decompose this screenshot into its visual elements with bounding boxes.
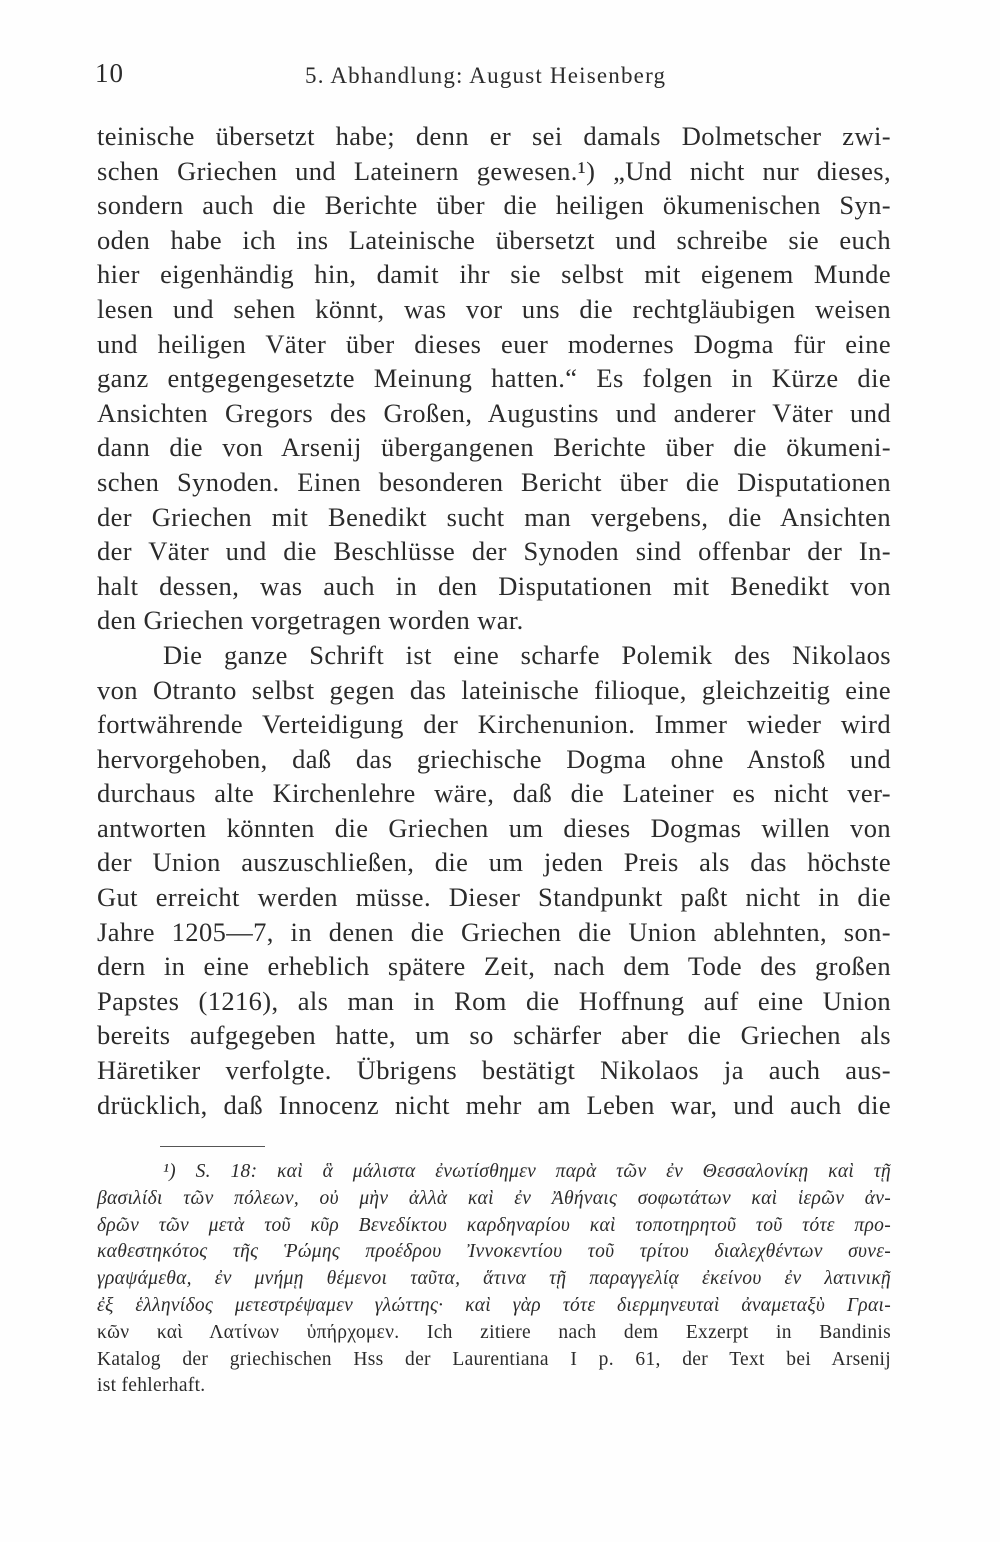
body-line: Ansichten Gregors des Großen, Augustins und anderer Väter und (97, 397, 891, 428)
body-line: und heiligen Väter über dieses euer modernes Dogma für eine (97, 328, 891, 359)
body-text (97, 119, 891, 1122)
body-line: oden habe ich ins Lateinische übersetzt und schreibe sie euch (97, 224, 891, 255)
body-line: sondern auch die Berichte über die heiligen ökumenischen Syn- (97, 190, 891, 221)
body-line: von Otranto selbst gegen das lateinische filioque, gleichzeitig eine (97, 674, 891, 705)
footnotes (97, 1159, 891, 1400)
body-line: der Griechen mit Benedikt sucht man vergebens, die Ansichten (97, 501, 891, 532)
footnote-line: ἐξ ἑλληνίδος μετεστρέψαμεν γλώττης· καὶ γὰρ τότε διερμηνευταὶ ἀναμεταξὺ Γραι- (97, 1294, 891, 1316)
body-line: schen Griechen und Lateinern gewesen.¹) „Und nicht nur dieses, (97, 155, 891, 186)
body-line: bereits aufgegeben hatte, um so schärfer aber die Griechen als (97, 1020, 891, 1051)
page-number: 10 (95, 58, 124, 88)
page-header (95, 58, 895, 98)
body-line: der Union auszuschließen, die um jeden Preis als das höchste (97, 847, 891, 878)
footnote-line: ¹) S. 18: καὶ ἃ μάλιστα ἐνωτίσθημεν παρὰ τῶν ἐν Θεσσαλονίκῃ καὶ τῇ (163, 1161, 891, 1182)
body-line: Häretiker verfolgte. Übrigens bestätigt Nikolaos ja auch aus- (97, 1055, 891, 1086)
body-line: der Väter und die Beschlüsse der Synoden sind offenbar der In- (97, 536, 891, 567)
footnote-divider (160, 1146, 265, 1147)
body-line: antworten könnten die Griechen um dieses Dogmas willen von (97, 812, 891, 843)
body-line: hier eigenhändig hin, damit ihr sie selbst mit eigenem Munde (97, 259, 891, 290)
footnote-line: γραψάμεθα, ἐν μνήμῃ θέμενοι ταῦτα, ἅτινα τῇ παραγγελίᾳ ἐκείνου ἐν λατινικῇ (97, 1268, 891, 1290)
body-line: den Griechen vorgetragen worden war. (97, 605, 524, 636)
body-line: lesen und sehen könnt, was vor uns die rechtgläubigen weisen (97, 293, 891, 324)
footnote-line: δρῶν τῶν μετὰ τοῦ κῦρ Βενεδίκτου καρδηναρίου καὶ τοποτηρητοῦ τοῦ τότε προ- (97, 1214, 891, 1236)
footnote-line: καθεστηκότος τῆς Ῥώμης προέδρου Ἰννοκεντίου τοῦ τρίτου διαλεχθέντων συνε- (97, 1241, 891, 1263)
body-line: schen Synoden. Einen besonderen Bericht über die Disputationen (97, 466, 891, 497)
body-line: dern in eine erheblich spätere Zeit, nach dem Tode des großen (97, 951, 891, 982)
body-line: Jahre 1205—7, in denen die Griechen die Union ablehnten, son- (97, 916, 891, 947)
body-line: Gut erreicht werden müsse. Dieser Standpunkt paßt nicht in die (97, 882, 891, 913)
body-line: ganz entgegengesetzte Meinung hatten.“ Es folgen in Kürze die (97, 363, 891, 394)
body-line: halt dessen, was auch in den Disputationen mit Benedikt von (97, 570, 891, 601)
body-line: drücklich, daß Innocenz nicht mehr am Leben war, und auch die (97, 1089, 891, 1120)
body-line: durchaus alte Kirchenlehre wäre, daß die Lateiner es nicht ver- (97, 778, 891, 809)
footnote-line: ist fehlerhaft. (97, 1375, 206, 1397)
running-head: 5. Abhandlung: August Heisenberg (305, 63, 667, 88)
body-line: teinische übersetzt habe; denn er sei damals Dolmetscher zwi- (97, 121, 891, 151)
footnote-line: κῶν καὶ Λατίνων ὑπήρχομεν. Ich zitiere nach dem Exzerpt in Bandinis (97, 1321, 891, 1343)
body-line: fortwährende Verteidigung der Kirchenunion. Immer wieder wird (97, 709, 891, 740)
body-line: Papstes (1216), als man in Rom die Hoffnung auf eine Union (97, 985, 891, 1016)
footnote-line: Katalog der griechischen Hss der Laurentiana I p. 61, der Text bei Arsenij (97, 1348, 891, 1370)
footnote-line: βασιλίδι τῶν πόλεων, οὐ μὴν ἀλλὰ καὶ ἐν Ἀθήναις σοφωτάτων καὶ ἱερῶν ἀν- (97, 1187, 891, 1209)
body-line: hervorgehoben, daß das griechische Dogma ohne Anstoß und (97, 743, 891, 774)
body-line: dann die von Arsenij übergangenen Berichte über die ökumeni- (97, 432, 891, 463)
body-line: Die ganze Schrift ist eine scharfe Polemik des Nikolaos (163, 639, 891, 670)
